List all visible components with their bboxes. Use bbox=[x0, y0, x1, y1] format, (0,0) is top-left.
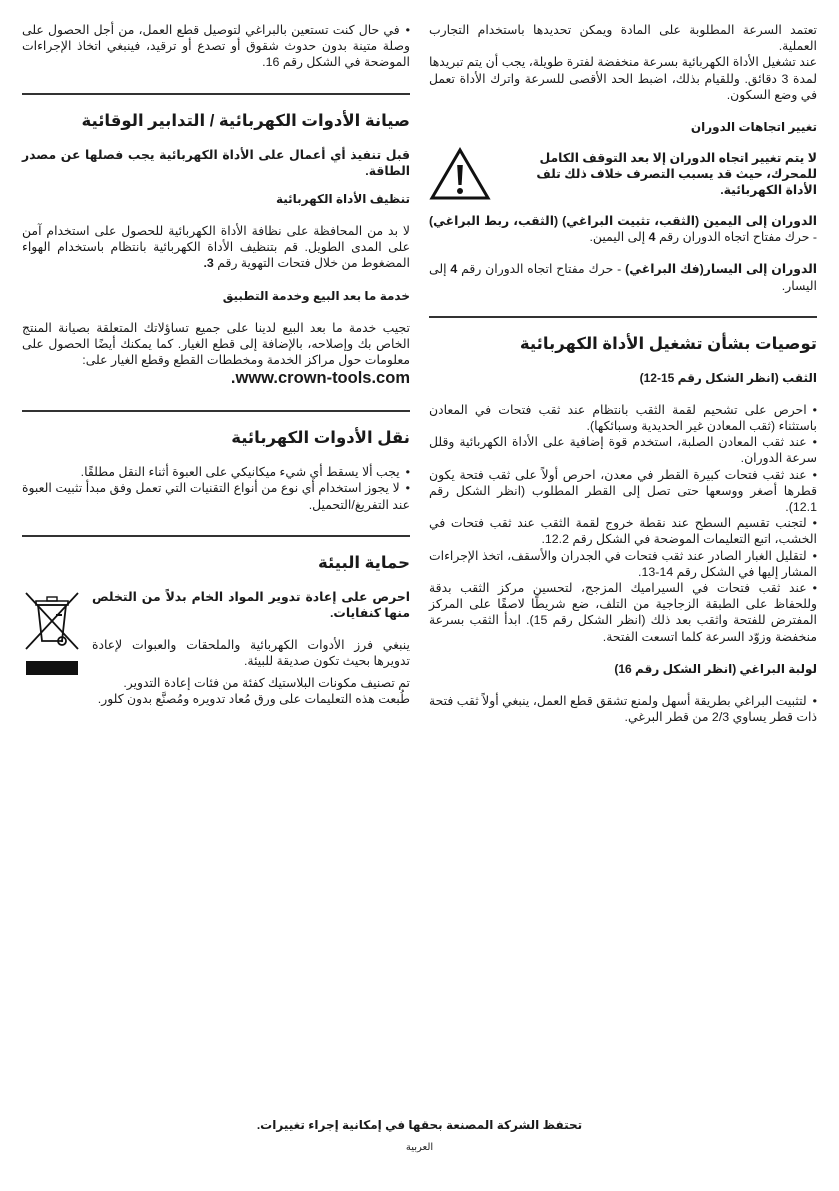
list-item: •في حال كنت تستعين بالبراغي لتوصيل قطع العمل، من أجل الحصول على وصلة متينة بدون حدوث شقوق أو تصدع أو ترقيد، فينبغي اتخاذ الإجراءات الموضحة في الشكل رقم 16. bbox=[22, 23, 410, 70]
rotation-right-label: الدوران إلى اليمين (الثقب، تثبيت البراغي) (الثقب، ربط البراغي) bbox=[429, 214, 817, 229]
service-paragraph: تجيب خدمة ما بعد البيع لدينا على جميع تساؤلاتك المتعلقة بصيانة المنتج الخاص بك وإصلاحه، بالإضافة إلى قطع الغيار. كما يمكنك أيضًا الحصول على معلومات حول مراكز الخدمة ومخططات القطع وقطع الغيار على: bbox=[22, 320, 410, 368]
rotation-right-text: - حرك مفتاح اتجاه الدوران رقم bbox=[655, 230, 817, 245]
paper-paragraph: طُبعت هذه التعليمات على ورق مُعاد تدويره ومُصنَّع بدون كلور. bbox=[97, 692, 410, 707]
cleaning-paragraph: لا بد من المحافظة على نظافة الأداة الكهربائية للحصول على استخدام آمن على المدى الطويل. قم بتنظيف الأداة الكهربائية بانتظام باستخدام الهواء المضغوط من خلال فتحات التهوية رقم 3. bbox=[22, 224, 410, 271]
rotation-left-text: - حرك مفتاح اتجاه الدوران رقم bbox=[457, 262, 626, 277]
list-item: •لتقليل الغبار الصادر عند ثقب فتحات في الجدران والأسقف، اتخذ الإجراءات المشار إليها في الشكل رقم 14-13. bbox=[429, 548, 817, 579]
switch-number: 4 bbox=[648, 230, 656, 245]
list-item: •يجب ألا يسقط أي شيء ميكانيكي على العبوة أثناء النقل مطلقًا. bbox=[80, 465, 410, 480]
list-item: •لا يجوز استخدام أي نوع من أنواع التقنيات التي تعمل وفق مبدأ تثبيت العبوة عند التفريغ/التحميل. bbox=[22, 481, 410, 512]
rotation-left-text-end: إلى اليسار. bbox=[429, 262, 817, 293]
cooling-paragraph: عند تشغيل الأداة الكهربائية بسرعة منخفضة لفترة طويلة، يجب أن يتم تبريدها لمدة 3 دقائق. وللقيام بذلك، اضبط الحد الأقصى للسرعة واترك الأداة تعمل في وضع السكون. bbox=[429, 55, 817, 102]
vent-number: 3. bbox=[203, 256, 214, 271]
transport-list bbox=[22, 464, 410, 513]
switch-number: 4 bbox=[450, 262, 458, 277]
recycling-notice: احرص على إعادة تدوير المواد الخام بدلاً من التخلص منها كنفايات. bbox=[92, 589, 410, 621]
left-column bbox=[22, 22, 410, 707]
list-item: •لتجنب تقسيم السطح عند نقطة خروج لقمة الثقب عند ثقب فتحات في الخشب، اتبع التعليمات الموضحة في الشكل رقم 12.2. bbox=[429, 516, 817, 547]
rotation-right-text-end: إلى اليمين. bbox=[589, 230, 649, 245]
crossed-out-wheelie-bin-icon bbox=[22, 589, 82, 675]
screw-heading: لولبة البراغي (انظر الشكل رقم 16) bbox=[614, 661, 817, 676]
screw-continued-list bbox=[22, 22, 410, 71]
list-item: •عند ثقب فتحات في السيراميك المزجج، لتحسين مركز الثقب بدقة وللحفاظ على الطبقة الزجاجية من التلف، ضع شريطًا لاصقًا على المركز المفترض للفتحة واثقب بعد ذلك (انظر الشكل رقم 15). ابدأ الثقب بسرعة منخفضة وزوّد السرعة كلما اتسعت الفتحة. bbox=[429, 581, 817, 644]
rights-notice: تحتفظ الشركة المصنعة بحقها في إمكانية إجراء تغييرات. bbox=[256, 1118, 583, 1132]
rotation-warning-block bbox=[429, 147, 817, 201]
rotation-left-paragraph bbox=[429, 261, 817, 293]
transport-section-title: نقل الأدوات الكهربائية bbox=[231, 429, 410, 448]
maintenance-section-title: صيانة الأدوات الكهربائية / التدابير الوقائية bbox=[81, 111, 410, 130]
list-item: •عند ثقب فتحات كبيرة القطر في معدن، احرص أولاً على ثقب فتحة يكون قطرها أصغر ووسعها حتى تصل إلى القطر المطلوب (انظر الشكل رقم 12.1). bbox=[429, 467, 817, 515]
list-item: •احرص على تشحيم لقمة الثقب بانتظام عند ثقب فتحات في المعادن باستثناء (ثقب المعادن غير الحديدية وسبائكها). bbox=[429, 402, 817, 434]
language-label: العربية bbox=[405, 1142, 434, 1153]
environment-section-title: حماية البيئة bbox=[318, 553, 410, 572]
maintenance-warning: قبل تنفيذ أي أعمال على الأداة الكهربائية يجب فصلها عن مصدر الطاقة. bbox=[22, 147, 410, 178]
speed-paragraph: تعتمد السرعة المطلوبة على المادة ويمكن تحديدها باستخدام التجارب العملية. bbox=[429, 23, 817, 54]
operation-section-title: توصيات بشأن تشغيل الأداة الكهربائية bbox=[519, 334, 817, 353]
screw-list bbox=[429, 693, 817, 725]
page-footer bbox=[0, 1118, 839, 1153]
rotation-right-paragraph bbox=[429, 213, 817, 245]
drilling-heading: الثقب (انظر الشكل رقم 15-12) bbox=[639, 370, 817, 385]
drilling-list bbox=[429, 402, 817, 645]
service-heading: خدمة ما بعد البيع وخدمة التطبيق bbox=[222, 288, 410, 303]
rotation-left-label: الدوران إلى اليسار(فك البراغي) bbox=[625, 262, 817, 277]
separate-collection-bar bbox=[26, 661, 78, 675]
rotation-heading: تغيير اتجاهات الدوران bbox=[690, 120, 817, 135]
list-item: •لتثبيت البراغي بطريقة أسهل ولمنع تشقق قطع العمل، ينبغي أولاً ثقب فتحة ذات قطر يساوي 2/3 من قطر البرغي. bbox=[429, 693, 817, 725]
sorting-paragraph: ينبغي فرز الأدوات الكهربائية والملحقات والعبوات لإعادة تدويرها بحيث تكون صديقة للبيئة. bbox=[92, 638, 410, 669]
plastic-paragraph: تم تصنيف مكونات البلاستيك كفئة من فئات إعادة التدوير. bbox=[123, 675, 410, 690]
list-item: •عند ثقب المعادن الصلبة، استخدم قوة إضافية على الأداة الكهربائية وقلل سرعة الدوران. bbox=[429, 435, 817, 466]
warning-triangle-icon bbox=[429, 147, 491, 201]
rotation-warning-text: لا يتم تغيير اتجاه الدوران إلا بعد التوقف الكامل للمحرك، حيث قد يسبب التصرف خلاف ذلك تلف الأداة الكهربائية. bbox=[536, 150, 817, 198]
recycling-block bbox=[22, 589, 410, 675]
service-website-link[interactable]: .www.crown-tools.com bbox=[230, 369, 410, 388]
right-column bbox=[429, 22, 817, 725]
cleaning-heading: تنظيف الأداة الكهربائية bbox=[275, 192, 410, 207]
